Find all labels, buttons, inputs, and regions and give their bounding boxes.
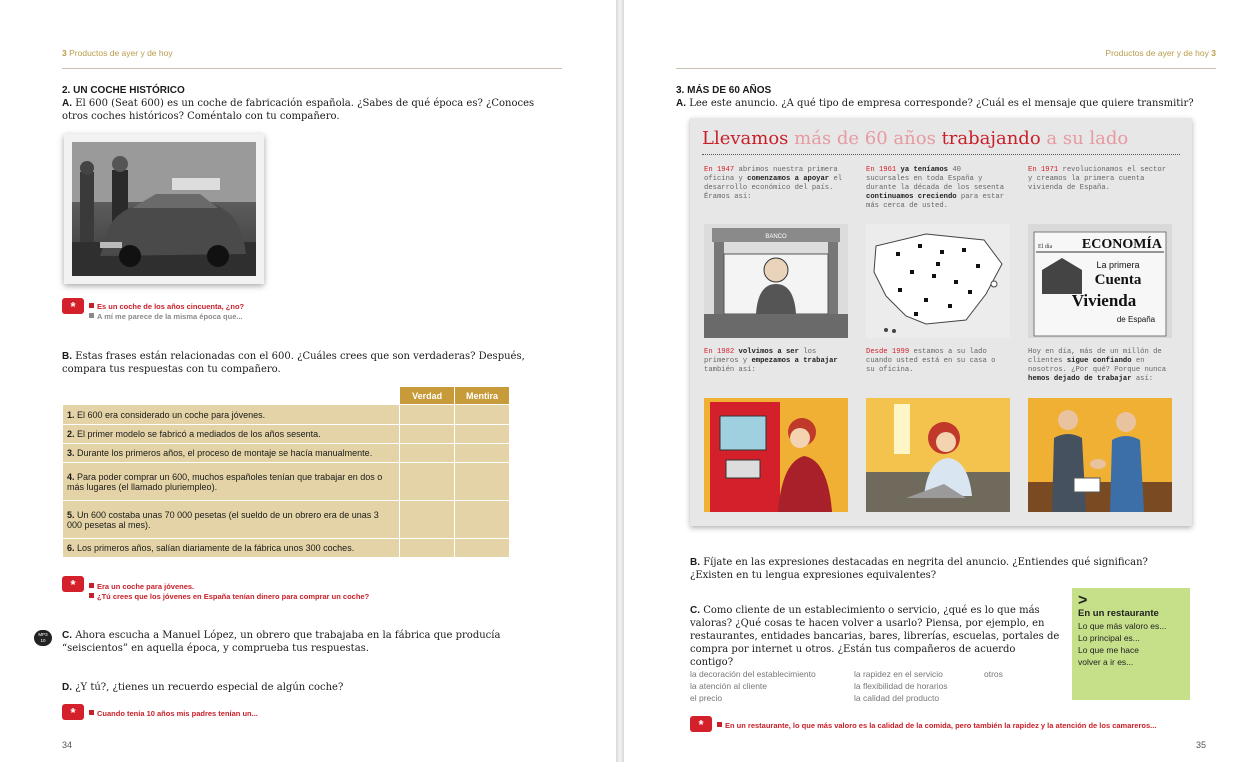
exercise-d-text: ¿Y tú?, ¿tienes un recuerdo especial de algún coche? [75,682,344,693]
old-bank-illustration [704,224,848,338]
spain-map-illustration [866,224,1010,338]
statement-cell: 2. El primer modelo se fabricó a mediados de los años sesenta. [63,425,400,444]
table-row [63,425,510,444]
ad-text-1999: Desde 1999 estamos a su lado cuando usted está en su casa o su oficina. [866,348,996,374]
exercise-c [690,604,1060,669]
svg-text:Cuenta: Cuenta [1094,272,1142,288]
ad-text-1971: En 1971 revolucionamos el sector y creamos la primera cuenta vivienda de España. [1028,166,1167,192]
exercise-c-text: Como cliente de un establecimiento o servicio, ¿qué es lo que más valoras? ¿Qué cosas te hacen volver a usarlo? Piensa, por ejemplo, en restaurantes, entidades bancarias, bares, librerías, escuelas, portales de compra por internet u otros. ¿Están tus compañeros de acuerdo contigo? [690,605,1060,668]
table-row [63,539,510,558]
hint-line: Era un coche para jóvenes. [89,582,429,592]
option-item: la decoración del establecimiento [690,669,816,679]
verdad-checkbox[interactable] [400,539,455,558]
verdad-checkbox[interactable] [400,501,455,539]
exercise-a-text: El 600 (Seat 600) es un coche de fabricación española. ¿Sabes de qué época es? ¿Conoces otros coches históricos? Coméntalo con tu compañero. [62,98,535,122]
true-false-table [62,386,510,558]
exercise-a-label: A. [676,98,686,109]
phrase-line: Lo que más valoro es... [1078,621,1167,631]
options-column-1 [690,668,816,704]
mentira-checkbox[interactable] [455,444,510,463]
atm-illustration [704,398,848,512]
left-page [0,0,616,762]
right-page [624,0,1240,762]
header-rule [676,68,1216,69]
hint-line: Es un coche de los años cincuenta, ¿no? [89,302,389,312]
svg-text:El día: El día [1038,244,1053,250]
hint-line: A mí me parece de la misma época que... [89,312,389,322]
column-header-verdad: Verdad [400,387,455,405]
verdad-checkbox[interactable] [400,444,455,463]
verdad-checkbox[interactable] [400,463,455,501]
statement-cell: 3. Durante los primeros años, el proceso de montaje se hacía manualmente. [63,444,400,463]
svg-text:BANCO: BANCO [765,234,787,240]
section-title: 2. UN COCHE HISTÓRICO [62,85,185,96]
chapter-number: 3 [62,48,67,58]
ad-headline: Llevamos más de 60 años trabajando a su lado [702,128,1129,149]
svg-text:Vivienda: Vivienda [1071,291,1137,310]
exercise-a [676,97,1196,110]
exercise-b [62,350,542,376]
options-column-3 [984,668,1003,680]
book-gutter [616,0,624,762]
chapter-title: Productos de ayer y de hoy [1105,48,1209,58]
mentira-checkbox[interactable] [455,463,510,501]
option-item: otros [984,669,1003,679]
newspaper-illustration [1028,224,1172,338]
exercise-c-text: Ahora escucha a Manuel López, un obrero que trabajaba en la fábrica que producía “seiscientos” en aquella época, y comprueba tus respuestas. [62,630,501,654]
option-item: el precio [690,693,723,703]
phrase-line: volver a ir es... [1078,657,1134,667]
speech-hint-2 [89,582,429,601]
speech-hint-3: Cuando tenía 10 años mis padres tenían un... [89,709,389,719]
mentira-checkbox[interactable] [455,539,510,558]
speech-star-icon: * [62,298,84,314]
hint-line: ¿Tú crees que los jóvenes en España tenían dinero para comprar un coche? [89,592,429,602]
speech-star-icon: * [62,576,84,592]
laptop-illustration [866,398,1010,512]
phrase-box-title: En un restaurante [1078,608,1159,619]
speech-star-icon: * [62,704,84,720]
arrow-icon: > [1078,592,1088,609]
svg-text:La primera: La primera [1096,260,1140,270]
phrase-line: Lo principal es... [1078,633,1140,643]
exercise-b [690,556,1190,582]
handshake-illustration [1028,398,1172,512]
photo-image [72,142,256,276]
speech-hint-1 [89,302,389,321]
mentira-checkbox[interactable] [455,405,510,425]
exercise-c [62,629,562,655]
seat-600-photo [64,134,264,284]
exercise-c-label: C. [690,605,700,616]
exercise-c-label: C. [62,630,72,641]
table-row [63,444,510,463]
exercise-d-label: D. [62,682,72,693]
ad-text-1961: En 1961 ya teníamos 40 sucursales en toda España y durante la década de los sesenta continuamos creciendo para estar más cerca de usted. [866,166,1005,210]
option-item: la rapidez en el servicio [854,669,943,679]
svg-text:ECONOMÍA: ECONOMÍA [1081,237,1162,252]
car-illustration [72,142,256,276]
page-number: 34 [62,740,73,750]
ad-text-1982: En 1982 volvimos a ser los primeros y empezamos a trabajar también así: [704,348,838,374]
mentira-checkbox[interactable] [455,501,510,539]
exercise-b-label: B. [690,557,700,568]
exercise-d [62,681,542,694]
speech-hint: En un restaurante, lo que más valoro es la calidad de la comida, pero también la rapidez y la atención de los camareros... [717,721,1217,731]
option-item: la flexibilidad de horarios [854,681,948,691]
exercise-b-label: B. [62,351,72,362]
exercise-b-text: Fíjate en las expresiones destacadas en negrita del anuncio. ¿Entiendes qué significan? ¿Existen en tu lengua expresiones equivalentes? [690,557,1148,581]
running-header [62,48,173,58]
verdad-checkbox[interactable] [400,405,455,425]
phrase-line: Lo que me hace [1078,645,1139,655]
chapter-number: 3 [1211,48,1216,58]
column-header-mentira: Mentira [455,387,510,405]
phrase-box [1072,588,1190,700]
verdad-checkbox[interactable] [400,425,455,444]
header-rule [62,68,562,69]
exercise-a-label: A. [62,98,72,109]
statement-cell: 5. Un 600 costaba unas 70 000 pesetas (el sueldo de un obrero era de unas 3 000 pesetas al mes). [63,501,400,539]
option-item: la calidad del producto [854,693,940,703]
bank-advertisement [690,118,1192,526]
option-item: la atención al cliente [690,681,768,691]
exercise-b-text: Estas frases están relacionadas con el 600. ¿Cuáles crees que son verdaderas? Después, compara tus respuestas con tu compañero. [62,351,525,375]
running-header [1105,48,1216,58]
table-row [63,501,510,539]
table-row [63,405,510,425]
section-title: 3. MÁS DE 60 AÑOS [676,85,772,96]
page-number: 35 [1195,740,1206,750]
statement-cell: 4. Para poder comprar un 600, muchos españoles tenían que trabajar en dos o más lugares (el llamado pluriempleo). [63,463,400,501]
mentira-checkbox[interactable] [455,425,510,444]
ad-text-1947: En 1947 abrimos nuestra primera oficina y comenzamos a apoyar el desarrollo económico del país. Éramos así: [704,166,843,201]
table-corner [63,387,400,405]
exercise-a [62,97,542,123]
exercise-a-text: Lee este anuncio. ¿A qué tipo de empresa corresponde? ¿Cuál es el mensaje que quiere transmitir? [689,98,1194,109]
ad-divider [702,154,1180,155]
statement-cell: 6. Los primeros años, salían diariamente de la fábrica unos 300 coches. [63,539,400,558]
options-column-2 [854,668,948,704]
statement-cell: 1. El 600 era considerado un coche para jóvenes. [63,405,400,425]
ad-text-today: Hoy en día, más de un millón de clientes sigue confiando en nosotros. ¿Por qué? Porque nunca hemos dejado de trabajar así: [1028,348,1167,383]
chapter-title: Productos de ayer y de hoy [69,48,173,58]
table-row [63,463,510,501]
svg-text:de España: de España [1116,315,1156,324]
audio-mp3-icon[interactable]: MP3 10 [34,630,52,646]
speech-star-icon: * [690,716,712,732]
